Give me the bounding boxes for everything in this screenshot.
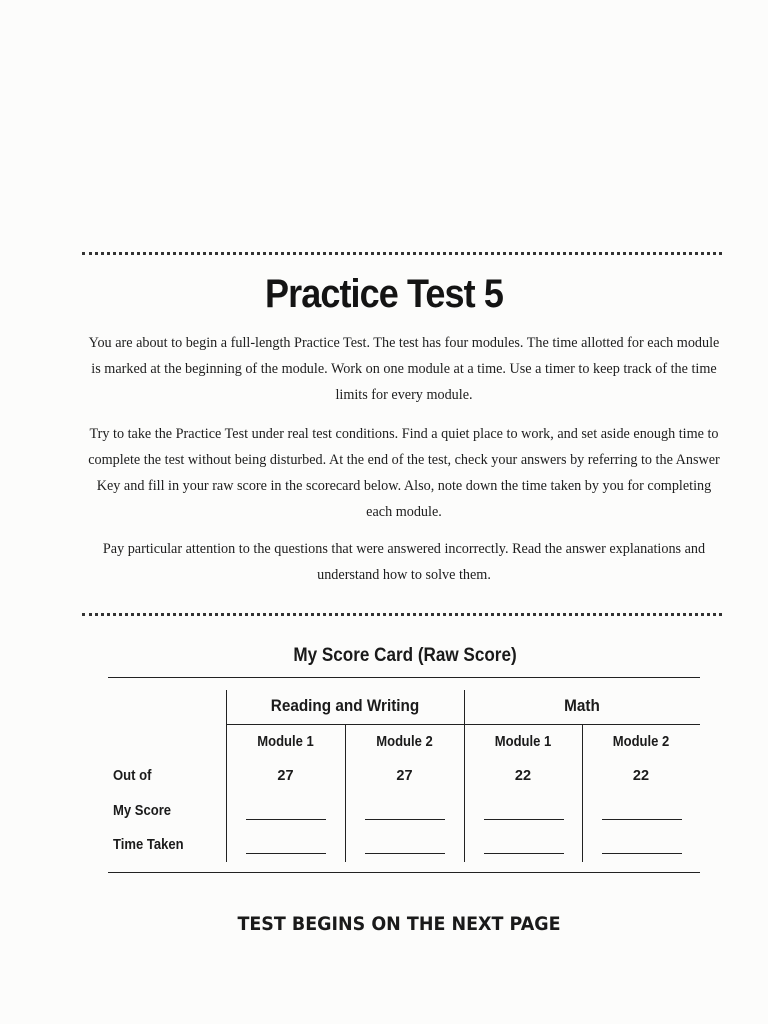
row-label-time-taken: Time Taken [113, 837, 184, 853]
column-header-math-module-2: Module 2 [612, 734, 670, 750]
test-begins-notice: TEST BEGINS ON THE NEXT PAGE [237, 913, 561, 935]
instructions-paragraph: Try to take the Practice Test under real test conditions. Find a quiet place to work, and set aside enough time to complete the test without being disturbed. At the end of the test, check your answers by referring to the Answer Key and fill in your raw score in the scorecard below. Also, note down the time taken by you for completing each module. [88, 426, 720, 520]
time-taken-blank [246, 853, 326, 854]
time-taken-blank [484, 853, 564, 854]
out-of-value: 22 [514, 768, 532, 784]
my-score-blank [246, 819, 326, 820]
time-taken-blank [602, 853, 682, 854]
out-of-value: 27 [396, 768, 413, 784]
time-taken-blank [365, 853, 445, 854]
my-score-blank [365, 819, 445, 820]
out-of-value: 22 [632, 768, 650, 784]
row-label-out-of: Out of [113, 768, 152, 784]
top-dotted-divider [82, 252, 722, 255]
table-divider [345, 725, 346, 862]
review-paragraph: Pay particular attention to the questions that were answered incorrectly. Read the answer explanations and understand how to solve them. [102, 541, 706, 583]
out-of-value: 27 [277, 768, 294, 784]
table-bottom-rule [108, 872, 700, 873]
page-title: Practice Test 5 [265, 272, 503, 316]
column-header-math-module-1: Module 1 [494, 734, 552, 750]
scorecard-title: My Score Card (Raw Score) [293, 645, 517, 666]
bottom-dotted-divider [82, 613, 722, 616]
table-divider [582, 725, 583, 862]
my-score-blank [602, 819, 682, 820]
my-score-blank [484, 819, 564, 820]
row-label-my-score: My Score [113, 803, 172, 819]
group-header-reading-writing: Reading and Writing [270, 696, 420, 715]
group-header-math: Math [564, 696, 600, 715]
column-header-rw-module-1: Module 1 [257, 734, 314, 750]
table-top-rule [108, 677, 700, 678]
table-header-rule [226, 724, 700, 725]
intro-paragraph: You are about to begin a full-length Practice Test. The test has four modules. The time allotted for each module is marked at the beginning of the module. Work on one module at a time. Use a timer to keep track of the time limits for every module. [88, 335, 720, 403]
column-header-rw-module-2: Module 2 [376, 734, 433, 750]
